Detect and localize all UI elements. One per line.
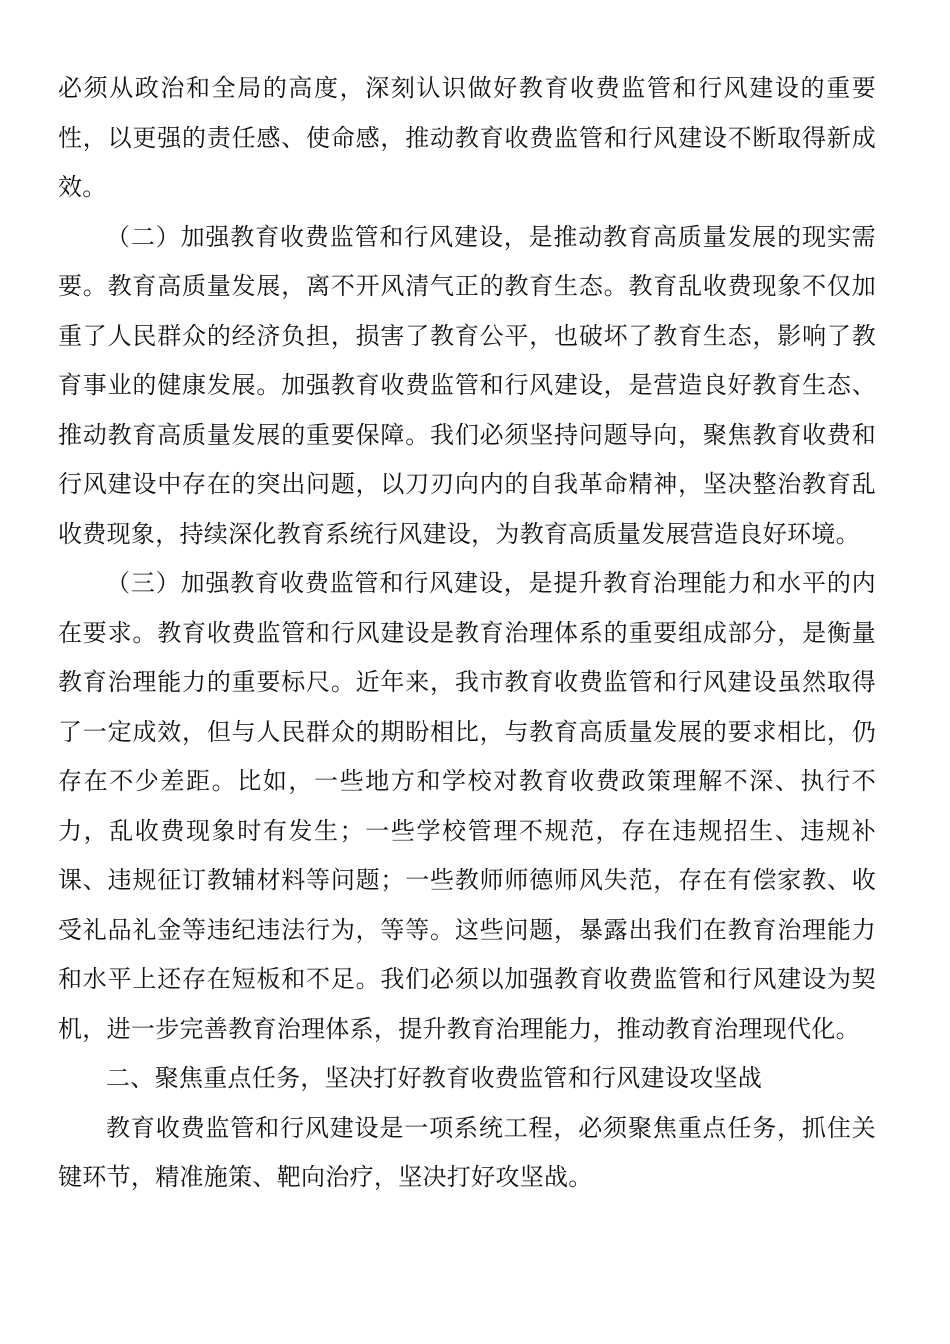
section-heading: 二、聚焦重点任务，坚决打好教育收费监管和行风建设攻坚战 (106, 1064, 763, 1092)
paragraph-closing: 教育收费监管和行风建设是一项系统工程，必须聚焦重点任务，抓住关键环节，精准施策、靶向治疗，坚决打好攻坚战。 (58, 1113, 876, 1191)
paragraph-section-three: （三）加强教育收费监管和行风建设，是提升教育治理能力和水平的内在要求。教育收费监管和行风建设是教育治理体系的重要组成部分，是衡量教育治理能力的重要标尺。近年来，我市教育收费监管和行风建设虽然取得了一定成效，但与人民群众的期盼相比，与教育高质量发展的要求相比，仍存在不少差距。比如，一些地方和学校对教育收费政策理解不深、执行不力，乱收费现象时有发生；一些学校管理不规范，存在违规招生、违规补课、违规征订教辅材料等问题；一些教师师德师风失范，存在有偿家教、收受礼品礼金等违纪违法行为，等等。这些问题，暴露出我们在教育治理能力和水平上还存在短板和不足。我们必须以加强教育收费监管和行风建设为契机，进一步完善教育治理体系，提升教育治理能力，推动教育治理现代化。 (58, 569, 876, 1043)
document-body (58, 64, 876, 1203)
paragraph-section-two: （二）加强教育收费监管和行风建设，是推动教育高质量发展的现实需要。教育高质量发展，离不开风清气正的教育生态。教育乱收费现象不仅加重了人民群众的经济负担，损害了教育公平，也破坏了教育生态，影响了教育事业的健康发展。加强教育收费监管和行风建设，是营造良好教育生态、推动教育高质量发展的重要保障。我们必须坚持问题导向，聚焦教育收费和行风建设中存在的突出问题，以刀刃向内的自我革命精神，坚决整治教育乱收费现象，持续深化教育系统行风建设，为教育高质量发展营造良好环境。 (58, 222, 876, 548)
paragraph-continuation: 必须从政治和全局的高度，深刻认识做好教育收费监管和行风建设的重要性，以更强的责任感、使命感，推动教育收费监管和行风建设不断取得新成效。 (58, 74, 876, 201)
